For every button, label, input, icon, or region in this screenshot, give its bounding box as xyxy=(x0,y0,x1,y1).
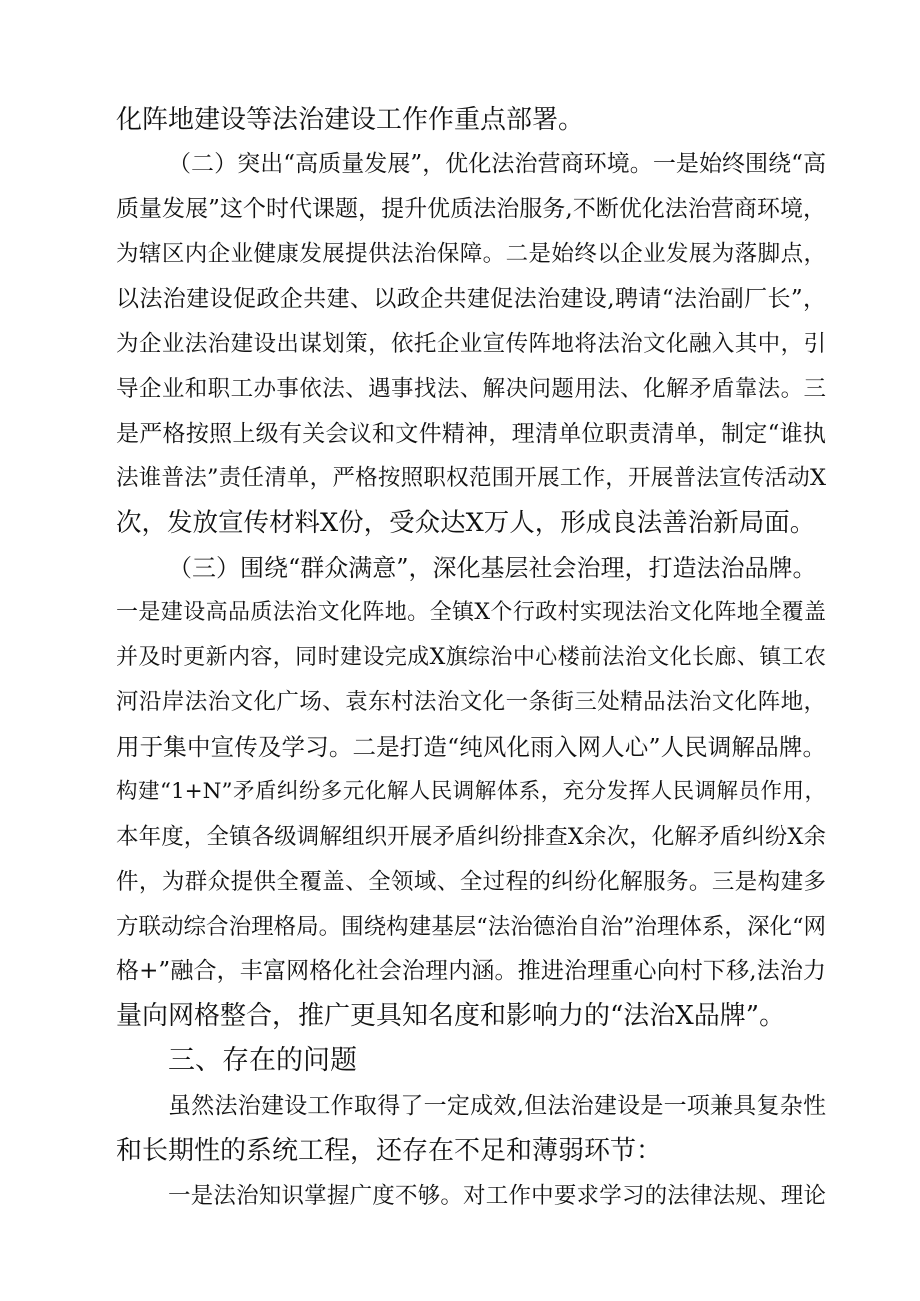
paragraph-line: 以法治建设促政企共建、以政企共建促法治建设,聘请“法治副厂长”， xyxy=(116,286,826,312)
paragraph-line: 件，为群众提供全覆盖、全领域、全过程的纠纷化解服务。三是构建多 xyxy=(116,869,826,895)
paragraph-line: （二）突出“高质量发展”，优化法治营商环境。一是始终围绕“高 xyxy=(168,151,826,177)
paragraph-line: 法谁普法”责任清单，严格按照职权范围开展工作，开展普法宣传活动X xyxy=(116,465,826,491)
paragraph-line: 虽然法治建设工作取得了一定成效,但法治建设是一项兼具复杂性 xyxy=(168,1093,826,1119)
paragraph-line: 次，发放宣传材料X份，受众达X万人，形成良法善治新局面。 xyxy=(116,508,816,538)
paragraph-line: （三）围绕“群众满意”，深化基层社会治理，打造法治品牌。 xyxy=(168,554,817,582)
paragraph-line: 用于集中宣传及学习。二是打造“纯风化雨入网人心”人民调解品牌。 xyxy=(116,733,826,761)
paragraph-line: 为辖区内企业健康发展提供法治保障。二是始终以企业发展为落脚点， xyxy=(116,241,826,267)
paragraph-line: 构建“1+N”矛盾纠纷多元化解人民调解体系，充分发挥人民调解员作用， xyxy=(116,779,826,804)
paragraph-line: 河沿岸法治文化广场、袁东村法治文化一条街三处精品法治文化阵地， xyxy=(116,689,826,715)
paragraph-line: 化阵地建设等法治建设工作作重点部署。 xyxy=(116,105,585,135)
paragraph-line: 为企业法治建设出谋划策，依托企业宣传阵地将法治文化融入其中，引 xyxy=(116,331,826,357)
section-heading: 三、存在的问题 xyxy=(168,1045,357,1076)
paragraph-line: 格+”融合，丰富网格化社会治理内涵。推进治理重心向村下移,法治力 xyxy=(116,958,826,984)
paragraph-line: 和长期性的系统工程，还存在不足和薄弱环节： xyxy=(116,1136,663,1166)
paragraph-line: 导企业和职工办事依法、遇事找法、解决问题用法、化解矛盾靠法。三 xyxy=(116,376,826,402)
paragraph-line: 方联动综合治理格局。围绕构建基层“法治德治自治”治理体系，深化“网 xyxy=(116,914,826,940)
paragraph-line: 本年度，全镇各级调解组织开展矛盾纠纷排查X余次，化解矛盾纠纷X余 xyxy=(116,824,826,850)
paragraph-line: 质量发展”这个时代课题，提升优质法治服务,不断优化法治营商环境， xyxy=(116,196,826,222)
paragraph-line: 是严格按照上级有关会议和文件精神，理清单位职责清单，制定“谁执 xyxy=(116,421,826,447)
paragraph-line: 量向网格整合，推广更具知名度和影响力的“法治X品牌”。 xyxy=(116,1001,786,1031)
paragraph-line: 一是法治知识掌握广度不够。对工作中要求学习的法律法规、理论 xyxy=(168,1183,826,1209)
paragraph-line: 并及时更新内容，同时建设完成X旗综治中心楼前法治文化长廊、镇工农 xyxy=(116,645,826,670)
paragraph-line: 一是建设高品质法治文化阵地。全镇X个行政村实现法治文化阵地全覆盖 xyxy=(116,600,826,625)
